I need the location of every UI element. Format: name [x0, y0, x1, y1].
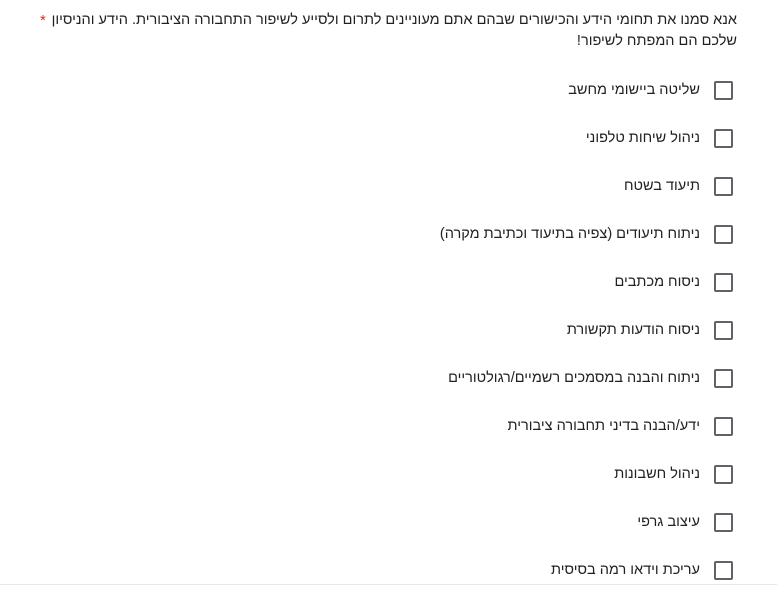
option-label: עריכת וידאו רמה בסיסית	[551, 561, 700, 578]
option-row[interactable]	[40, 210, 737, 258]
checkbox-icon[interactable]	[714, 129, 733, 148]
checkbox-icon[interactable]	[714, 513, 733, 532]
checkbox-icon[interactable]	[714, 369, 733, 388]
question-header	[40, 10, 737, 52]
option-row[interactable]	[40, 258, 737, 306]
checkbox-icon[interactable]	[714, 225, 733, 244]
checkbox-icon[interactable]	[714, 81, 733, 100]
option-row[interactable]	[40, 402, 737, 450]
option-row[interactable]	[40, 546, 737, 594]
checkbox-icon[interactable]	[714, 273, 733, 292]
checkbox-icon[interactable]	[714, 321, 733, 340]
option-label: ניתוח תיעודים (צפיה בתיעוד וכתיבת מקרה)	[439, 225, 700, 242]
required-asterisk: *	[40, 12, 46, 29]
checkbox-icon[interactable]	[714, 465, 733, 484]
option-row[interactable]	[40, 306, 737, 354]
checkbox-options-list	[40, 66, 737, 594]
checkbox-icon[interactable]	[714, 561, 733, 580]
question-title: אנא סמנו את תחומי הידע והכישורים שבהם אתם מעוניינים לתרום ולסייע לשיפור התחבורה הציבורית. הידע והניסיון שלכם הם המפתח לשיפור!	[51, 12, 737, 50]
option-label: ניהול חשבונות	[614, 465, 700, 482]
option-row[interactable]	[40, 114, 737, 162]
option-row[interactable]	[40, 498, 737, 546]
option-row[interactable]	[40, 450, 737, 498]
option-label: ניהול שיחות טלפוני	[585, 129, 700, 146]
option-row[interactable]	[40, 354, 737, 402]
option-label: תיעוד בשטח	[623, 177, 700, 194]
option-label: ידע/הבנה בדיני תחבורה ציבורית	[507, 417, 700, 434]
option-label: עיצוב גרפי	[637, 513, 700, 530]
option-label: ניסוח מכתבים	[614, 273, 700, 290]
option-row[interactable]	[40, 162, 737, 210]
option-row[interactable]	[40, 66, 737, 114]
option-label: שליטה ביישומי מחשב	[568, 81, 700, 98]
option-label: ניסוח הודעות תקשורת	[566, 321, 700, 338]
checkbox-icon[interactable]	[714, 177, 733, 196]
checkbox-icon[interactable]	[714, 417, 733, 436]
option-label: ניתוח והבנה במסמכים רשמיים/רגולטוריים	[448, 369, 700, 386]
